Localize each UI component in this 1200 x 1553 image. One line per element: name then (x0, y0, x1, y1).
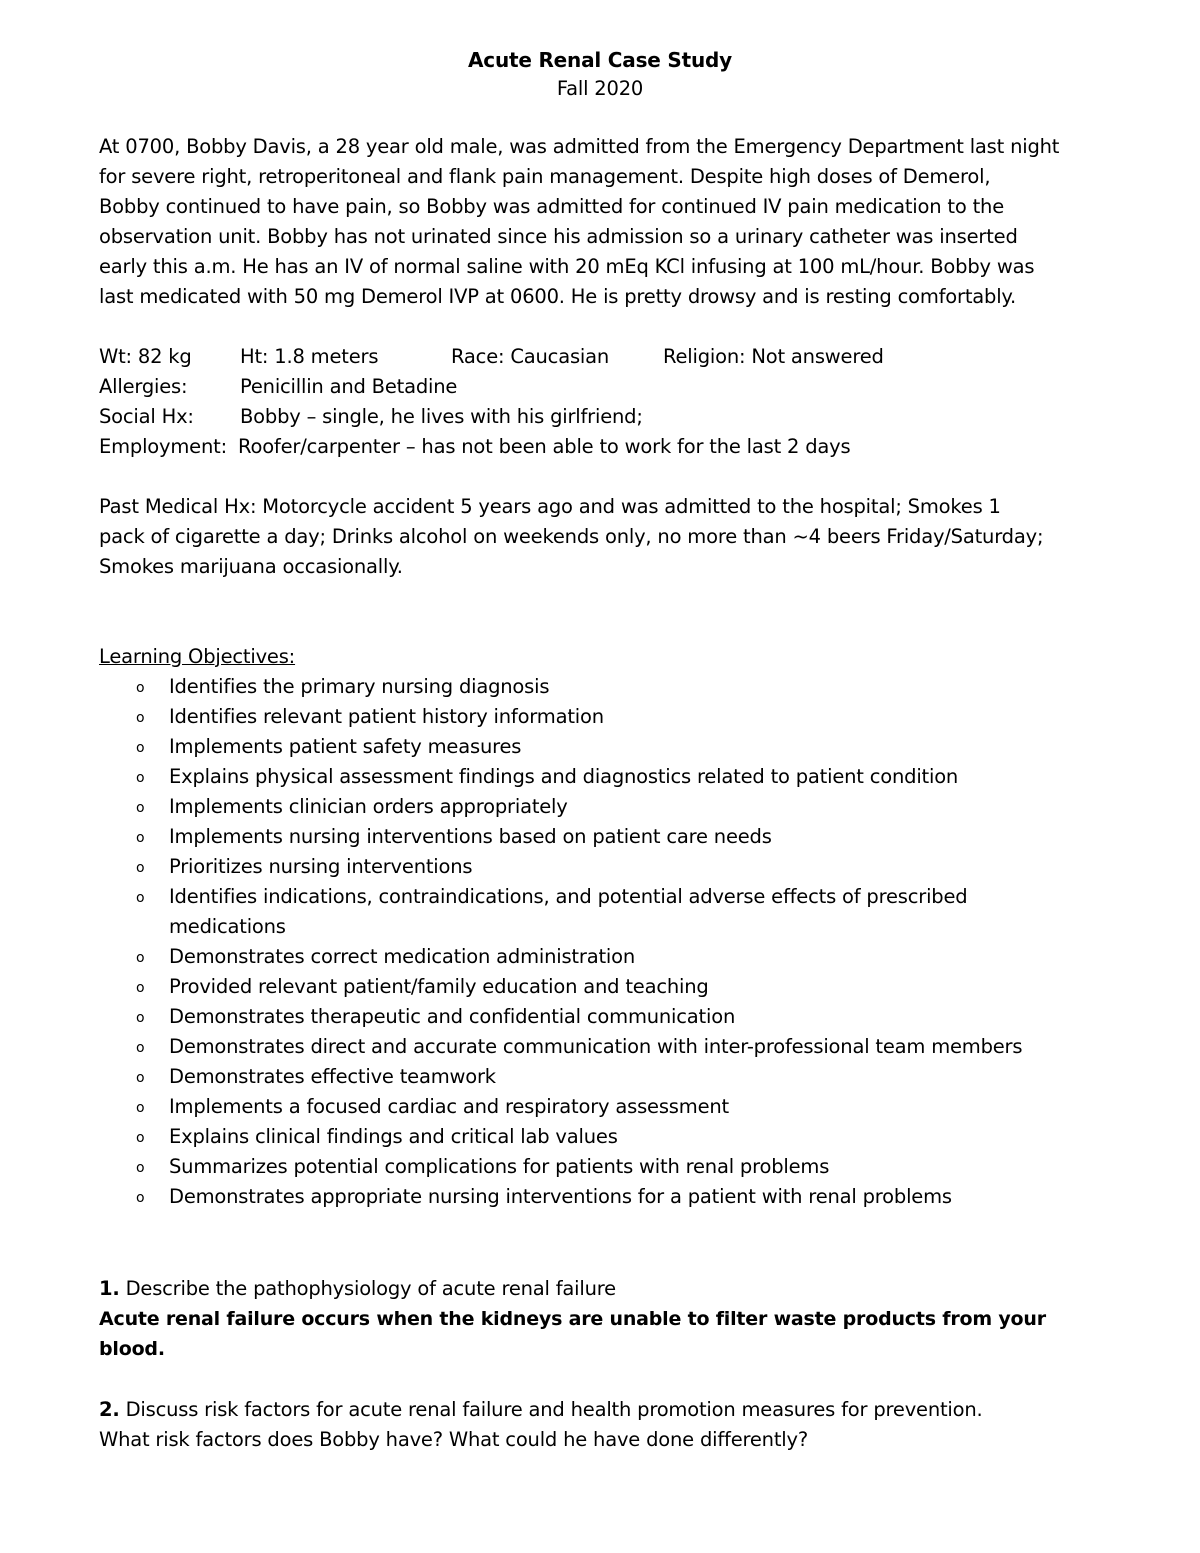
intro-line: Bobby continued to have pain, so Bobby was admitted for continued IV pain medication to the (99, 195, 1004, 218)
intro-line: At 0700, Bobby Davis, a 28 year old male, was admitted from the Emergency Department last night (99, 135, 1060, 158)
bullet-icon: o (136, 740, 145, 756)
bullet-icon: o (136, 860, 145, 876)
patient-religion: Religion: Not answered (663, 345, 884, 368)
list-item: Demonstrates therapeutic and confidential communication (169, 1005, 736, 1028)
intro-line: for severe right, retroperitoneal and flank pain management. Despite high doses of Demerol, (99, 165, 991, 188)
bullet-icon: o (136, 980, 145, 996)
list-item: Prioritizes nursing interventions (169, 855, 473, 878)
list-item: Implements clinician orders appropriately (169, 795, 568, 818)
bullet-icon: o (136, 1010, 145, 1026)
document-title: Acute Renal Case Study (468, 48, 732, 72)
patient-weight: Wt: 82 kg (99, 345, 192, 368)
list-item: Implements a focused cardiac and respiratory assessment (169, 1095, 729, 1118)
bullet-icon: o (136, 1190, 145, 1206)
past-medical-line: pack of cigarette a day; Drinks alcohol on weekends only, no more than ~4 beers Friday/Saturday; (99, 525, 1044, 548)
list-item-continuation: medications (169, 915, 286, 938)
question-2-prompt (99, 1395, 983, 1425)
allergies-value: Penicillin and Betadine (240, 375, 458, 398)
employment-value: Roofer/carpenter – has not been able to work for the last 2 days (238, 435, 851, 458)
patient-height: Ht: 1.8 meters (240, 345, 379, 368)
allergies-label: Allergies: (99, 375, 188, 398)
question-1-text: Describe the pathophysiology of acute renal failure (125, 1277, 616, 1300)
question-2-text: Discuss risk factors for acute renal failure and health promotion measures for prevention. (125, 1398, 983, 1421)
question-1-answer: Acute renal failure occurs when the kidneys are unable to filter waste products from your (99, 1308, 1046, 1330)
bullet-icon: o (136, 770, 145, 786)
list-item: Implements nursing interventions based on patient care needs (169, 825, 772, 848)
patient-race: Race: Caucasian (451, 345, 610, 368)
list-item: Demonstrates correct medication administration (169, 945, 635, 968)
learning-objectives-heading: Learning Objectives: (99, 645, 296, 668)
intro-line: early this a.m. He has an IV of normal saline with 20 mEq KCl infusing at 100 mL/hour. Bobby was (99, 255, 1035, 278)
past-medical-line: Past Medical Hx: Motorcycle accident 5 years ago and was admitted to the hospital; Smokes 1 (99, 495, 1001, 518)
bullet-icon: o (136, 680, 145, 696)
bullet-icon: o (136, 1100, 145, 1116)
list-item: Explains clinical findings and critical lab values (169, 1125, 618, 1148)
bullet-icon: o (136, 950, 145, 966)
bullet-icon: o (136, 1130, 145, 1146)
list-item: Summarizes potential complications for patients with renal problems (169, 1155, 830, 1178)
list-item: Implements patient safety measures (169, 735, 522, 758)
bullet-icon: o (136, 1070, 145, 1086)
intro-line: last medicated with 50 mg Demerol IVP at 0600. He is pretty drowsy and is resting comfortably. (99, 285, 1016, 308)
bullet-icon: o (136, 890, 145, 906)
bullet-icon: o (136, 710, 145, 726)
social-history-label: Social Hx: (99, 405, 194, 428)
list-item: Provided relevant patient/family education and teaching (169, 975, 709, 998)
bullet-icon: o (136, 1160, 145, 1176)
list-item: Demonstrates effective teamwork (169, 1065, 496, 1088)
document-subtitle: Fall 2020 (556, 77, 644, 100)
intro-line: observation unit. Bobby has not urinated since his admission so a urinary catheter was inserted (99, 225, 1018, 248)
question-1-answer: blood. (99, 1338, 165, 1360)
question-2-text-continued: What risk factors does Bobby have? What could he have done differently? (99, 1428, 808, 1451)
question-1-prompt (99, 1274, 616, 1304)
employment-label: Employment: (99, 435, 227, 458)
question-1-number: 1. (99, 1277, 120, 1300)
question-2-number: 2. (99, 1398, 120, 1421)
list-item: Explains physical assessment findings and diagnostics related to patient condition (169, 765, 959, 788)
bullet-icon: o (136, 830, 145, 846)
list-item: Identifies indications, contraindications, and potential adverse effects of prescribed (169, 885, 968, 908)
social-history-value: Bobby – single, he lives with his girlfriend; (240, 405, 643, 428)
past-medical-line: Smokes marijuana occasionally. (99, 555, 403, 578)
list-item: Demonstrates direct and accurate communication with inter-professional team members (169, 1035, 1023, 1058)
list-item: Identifies relevant patient history information (169, 705, 604, 728)
bullet-icon: o (136, 1040, 145, 1056)
bullet-icon: o (136, 800, 145, 816)
list-item: Identifies the primary nursing diagnosis (169, 675, 550, 698)
list-item: Demonstrates appropriate nursing interventions for a patient with renal problems (169, 1185, 952, 1208)
